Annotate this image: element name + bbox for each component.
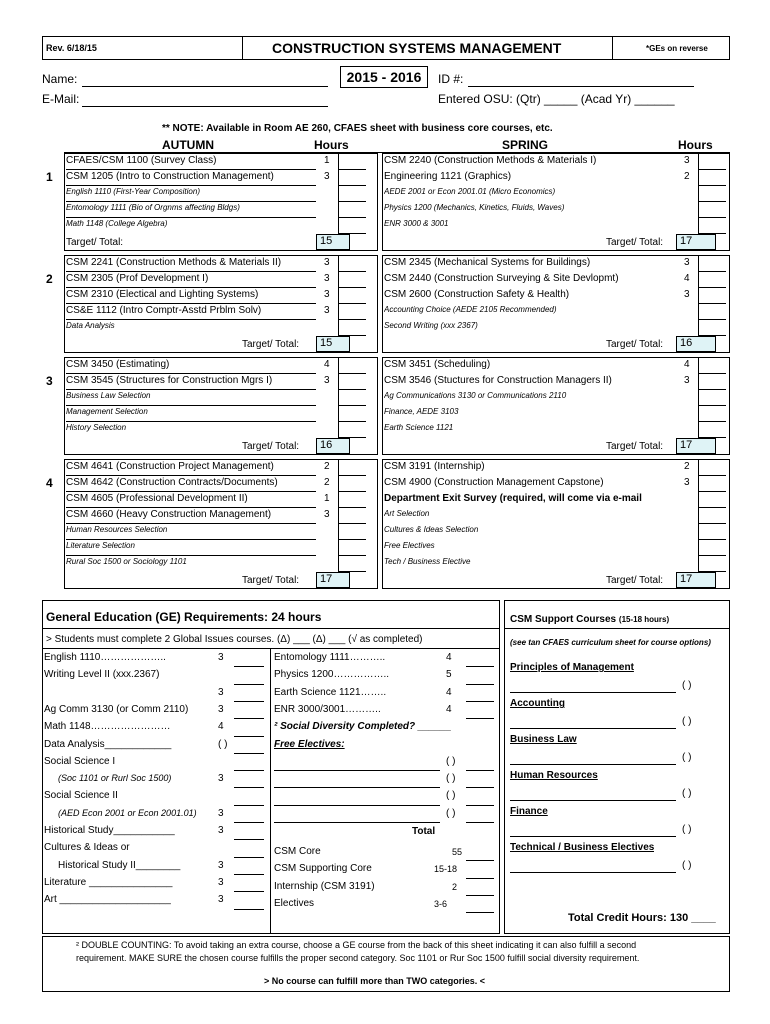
free-elective-blank[interactable] bbox=[274, 822, 440, 823]
ge-mid-item: Earth Science 1121…….. bbox=[274, 686, 387, 698]
spring-course: CSM 3546 (Stuctures for Construction Managers II) bbox=[384, 375, 612, 386]
autumn-course-hours: 3 bbox=[324, 273, 330, 284]
ge-left-item: Data Analysis____________ bbox=[44, 738, 172, 750]
spring-course: Earth Science 1121 bbox=[384, 423, 454, 432]
support-category: Human Resources bbox=[510, 770, 598, 781]
spring-course-hours: 4 bbox=[684, 273, 690, 284]
support-course-blank[interactable] bbox=[510, 836, 676, 837]
support-hours-paren: ( ) bbox=[682, 788, 692, 799]
ge-mid-hours: 4 bbox=[446, 686, 452, 698]
autumn-total-label: Target/ Total: bbox=[242, 339, 300, 350]
ge-left-item: Social Science I bbox=[44, 755, 116, 767]
free-elective-blank[interactable] bbox=[274, 805, 440, 806]
ge-hours-blank[interactable] bbox=[234, 891, 264, 892]
ge-mid-blank[interactable] bbox=[466, 822, 494, 823]
autumn-total-label: Target/ Total: bbox=[242, 575, 300, 586]
spring-total: 17 bbox=[676, 438, 716, 454]
schedule-grid bbox=[42, 137, 730, 599]
autumn-course: CSM 3545 (Structures for Construction Mgrs I) bbox=[66, 375, 273, 386]
autumn-course: CS&E 1112 (Intro Comptr-Asstd Prblm Solv) bbox=[66, 305, 262, 316]
ge-left-hours: 3 bbox=[218, 773, 224, 785]
autumn-course: CSM 1205 (Intro to Construction Management) bbox=[66, 171, 274, 182]
ge-left-hours: 4 bbox=[218, 721, 224, 733]
summary-blank[interactable] bbox=[466, 895, 494, 896]
autumn-course: CSM 2241 (Construction Methods & Materials II) bbox=[66, 257, 282, 268]
support-course-blank[interactable] bbox=[510, 728, 676, 729]
id-field[interactable] bbox=[468, 86, 694, 87]
autumn-course: CSM 3450 (Estimating) bbox=[66, 359, 170, 370]
entered-osu-label: Entered OSU: (Qtr) _____ (Acad Yr) ______ bbox=[438, 92, 675, 106]
note-text: ** NOTE: Available in Room AE 260, CFAES sheet with business core courses, etc. bbox=[162, 123, 553, 134]
autumn-course: History Selection bbox=[66, 423, 127, 432]
ge-hours-blank[interactable] bbox=[234, 753, 264, 754]
ge-hours-blank[interactable] bbox=[234, 701, 264, 702]
summary-item: CSM Supporting Core bbox=[274, 863, 372, 875]
spring-course: Finance, AEDE 3103 bbox=[384, 407, 459, 416]
autumn-course-hours: 3 bbox=[324, 171, 330, 182]
autumn-block bbox=[64, 459, 378, 589]
autumn-course: Human Resources Selection bbox=[66, 525, 168, 534]
ge-mid-hours: ( ) bbox=[446, 755, 456, 767]
autumn-total: 16 bbox=[316, 438, 350, 454]
autumn-total: 15 bbox=[316, 234, 350, 250]
autumn-total: 15 bbox=[316, 336, 350, 352]
ge-hours-blank[interactable] bbox=[234, 909, 264, 910]
ge-left-hours: 3 bbox=[218, 876, 224, 888]
support-course-blank[interactable] bbox=[510, 764, 676, 765]
autumn-course-hours: 1 bbox=[324, 493, 330, 504]
spring-course: Second Writing (xxx 2367) bbox=[384, 321, 478, 330]
autumn-course-hours: 1 bbox=[324, 155, 330, 166]
spring-course: CSM 4900 (Construction Management Capstone) bbox=[384, 477, 604, 488]
spring-block bbox=[382, 153, 730, 251]
autumn-header: AUTUMN bbox=[162, 138, 214, 152]
support-category: Technical / Business Electives bbox=[510, 842, 655, 853]
year-number: 4 bbox=[46, 476, 53, 490]
support-category: Accounting bbox=[510, 698, 565, 709]
spring-course: Physics 1200 (Mechanics, Kinetics, Fluids, Waves) bbox=[384, 203, 565, 212]
ge-mid-item: Physics 1200…………….. bbox=[274, 669, 390, 681]
ge-left-item: English 1110……………….. bbox=[44, 652, 166, 663]
ge-mid-hours: ( ) bbox=[446, 773, 456, 785]
ge-left-hours: 3 bbox=[218, 686, 224, 698]
ge-mid-blank[interactable] bbox=[466, 770, 494, 771]
spring-course: Ag Communications 3130 or Communications 2110 bbox=[384, 391, 567, 400]
ge-divider bbox=[270, 648, 271, 934]
autumn-course: Data Analysis bbox=[66, 321, 115, 330]
ge-hours-blank[interactable] bbox=[234, 857, 264, 858]
autumn-course: CSM 4660 (Heavy Construction Management) bbox=[66, 509, 272, 520]
double-counting-note: ² DOUBLE COUNTING: To avoid taking an extra course, choose a GE course from the back of this sheet indicating it can also fulfill a second bbox=[76, 940, 637, 950]
spring-total-label: Target/ Total: bbox=[606, 237, 664, 248]
autumn-course: CSM 2310 (Electical and Lighting Systems) bbox=[66, 289, 259, 300]
autumn-total-label: Target/ Total: bbox=[242, 441, 300, 452]
spring-course: Engineering 1121 (Graphics) bbox=[384, 171, 512, 182]
spring-course: ENR 3000 & 3001 bbox=[384, 219, 449, 228]
autumn-course: CFAES/CSM 1100 (Survey Class) bbox=[66, 155, 217, 166]
autumn-course: Literature Selection bbox=[66, 541, 135, 550]
ge-left-item: Ag Comm 3130 (or Comm 2110) bbox=[44, 703, 189, 715]
ge-hours-blank[interactable] bbox=[234, 684, 264, 685]
ge-left-item: Cultures & Ideas or bbox=[44, 842, 130, 854]
ge-left-item: Art ____________________ bbox=[44, 894, 171, 906]
ge-left-hours: 3 bbox=[218, 652, 224, 663]
summary-item: Electives bbox=[274, 897, 315, 909]
spring-course: CSM 3191 (Internship) bbox=[384, 461, 485, 472]
ge-mid-item: Entomology 1111……….. bbox=[274, 652, 386, 663]
ge-hours-blank[interactable] bbox=[234, 805, 264, 806]
support-hours-paren: ( ) bbox=[682, 716, 692, 727]
autumn-total-label: Target/ Total: bbox=[66, 237, 124, 248]
ge-mid-item: ² Social Diversity Completed? ______ bbox=[274, 721, 452, 733]
spring-course-hours: 3 bbox=[684, 375, 690, 386]
ge-left-item: Historical Study II________ bbox=[58, 859, 181, 871]
ge-total-label: Total bbox=[412, 826, 436, 837]
summary-hours: 3-6 bbox=[434, 898, 448, 909]
spring-total-label: Target/ Total: bbox=[606, 339, 664, 350]
name-field[interactable] bbox=[82, 86, 328, 87]
ge-mid-item: ENR 3000/3001……….. bbox=[274, 703, 381, 715]
ge-hours-blank[interactable] bbox=[234, 822, 264, 823]
ge-mid-hours: 5 bbox=[446, 669, 452, 681]
ge-left-item: Math 1148…………………… bbox=[44, 721, 171, 733]
autumn-course: CSM 4641 (Construction Project Management) bbox=[66, 461, 274, 472]
autumn-course-hours: 3 bbox=[324, 375, 330, 386]
autumn-course-hours: 2 bbox=[324, 461, 330, 472]
year-number: 1 bbox=[46, 170, 53, 184]
spring-hours-header: Hours bbox=[678, 138, 713, 152]
spring-course-hours: 3 bbox=[684, 257, 690, 268]
spring-course-hours: 2 bbox=[684, 461, 690, 472]
free-elective-blank[interactable] bbox=[274, 770, 440, 771]
spring-course: CSM 3451 (Scheduling) bbox=[384, 359, 491, 370]
spring-course: Accounting Choice (AEDE 2105 Recommended) bbox=[384, 305, 557, 314]
spring-total: 17 bbox=[676, 234, 716, 250]
autumn-course-hours: 2 bbox=[324, 477, 330, 488]
spring-block bbox=[382, 255, 730, 353]
year-number: 2 bbox=[46, 272, 53, 286]
spring-course: Tech / Business Elective bbox=[384, 557, 471, 566]
spring-header: SPRING bbox=[502, 138, 549, 152]
autumn-block bbox=[64, 357, 378, 455]
ge-mid-blank[interactable] bbox=[466, 787, 494, 788]
spring-course-hours: 3 bbox=[684, 289, 690, 300]
email-field[interactable] bbox=[82, 106, 328, 107]
ge-mid-blank[interactable] bbox=[466, 684, 494, 685]
ge-title: General Education (GE) Requirements: 24 hours bbox=[46, 610, 322, 624]
spring-total: 17 bbox=[676, 572, 716, 588]
ge-left-hours: 3 bbox=[218, 859, 224, 871]
support-course-blank[interactable] bbox=[510, 872, 676, 873]
autumn-course: CSM 4642 (Construction Contracts/Documents) bbox=[66, 477, 278, 488]
spring-course: Department Exit Survey (required, will come via e-mail bbox=[384, 493, 642, 504]
spring-course-hours: 3 bbox=[684, 155, 690, 166]
ge-left-hours: 3 bbox=[218, 703, 224, 715]
support-course-blank[interactable] bbox=[510, 800, 676, 801]
ge-hours-blank[interactable] bbox=[234, 839, 264, 840]
email-label: E-Mail: bbox=[42, 92, 80, 106]
ge-left-hours: 3 bbox=[218, 894, 224, 906]
spring-course: CSM 2600 (Construction Safety & Health) bbox=[384, 289, 570, 300]
support-hours-paren: ( ) bbox=[682, 860, 692, 871]
ge-mid-hours: 4 bbox=[446, 703, 452, 715]
ge-hours-blank[interactable] bbox=[234, 874, 264, 875]
spring-total: 16 bbox=[676, 336, 716, 352]
autumn-total: 17 bbox=[316, 572, 350, 588]
global-issues-line: > Students must complete 2 Global Issues courses. (Δ) ___ (Δ) ___ (√ as completed) bbox=[46, 634, 423, 645]
autumn-course-hours: 4 bbox=[324, 359, 330, 370]
ge-section bbox=[42, 600, 730, 934]
no-course-note: > No course can fulfill more than TWO categories. < bbox=[264, 976, 486, 986]
support-category: Finance bbox=[510, 806, 548, 817]
autumn-course-hours: 3 bbox=[324, 289, 330, 300]
autumn-course: English 1110 (First-Year Composition) bbox=[66, 187, 200, 196]
support-category: Principles of Management bbox=[510, 662, 634, 673]
autumn-course-hours: 3 bbox=[324, 257, 330, 268]
summary-hours: 15-18 bbox=[434, 864, 458, 875]
total-credit-hours: Total Credit Hours: 130 ____ bbox=[568, 912, 716, 924]
name-label: Name: bbox=[42, 72, 78, 86]
ge-hours-blank[interactable] bbox=[234, 736, 264, 737]
ge-left-item: (Soc 1101 or Rurl Soc 1500) bbox=[58, 773, 172, 784]
autumn-course: Math 1148 (College Algebra) bbox=[66, 219, 168, 228]
summary-hours: 55 bbox=[452, 847, 463, 857]
ge-left-item: (AED Econ 2001 or Econ 2001.01) bbox=[58, 807, 197, 818]
support-title-hours: (15-18 hours) bbox=[618, 615, 670, 624]
spring-course-hours: 2 bbox=[684, 171, 690, 182]
summary-blank[interactable] bbox=[466, 912, 494, 913]
autumn-block bbox=[64, 255, 378, 353]
free-elective-blank[interactable] bbox=[274, 787, 440, 788]
autumn-course: Entomology 1111 (Bio of Orgnms affecting Bldgs) bbox=[66, 203, 240, 212]
autumn-course-hours: 3 bbox=[324, 509, 330, 520]
spring-course: CSM 2240 (Construction Methods & Materials I) bbox=[384, 155, 597, 166]
summary-item: Internship (CSM 3191) bbox=[274, 880, 375, 892]
ge-left-hours: 3 bbox=[218, 825, 224, 836]
ge-mid-hours: ( ) bbox=[446, 807, 456, 819]
ge-mid-blank[interactable] bbox=[466, 666, 494, 667]
ge-mid-blank[interactable] bbox=[466, 701, 494, 702]
spring-course-hours: 4 bbox=[684, 359, 690, 370]
spring-course: Cultures & Ideas Selection bbox=[384, 525, 479, 534]
summary-hours: 2 bbox=[452, 881, 458, 892]
ge-mid-blank[interactable] bbox=[466, 805, 494, 806]
ge-hours-blank[interactable] bbox=[234, 770, 264, 771]
ge-hours-blank[interactable] bbox=[234, 666, 264, 667]
support-title bbox=[510, 614, 669, 625]
ge-left-item: Historical Study___________ bbox=[44, 825, 175, 836]
support-hours-paren: ( ) bbox=[682, 680, 692, 691]
support-title-text: CSM Support Courses bbox=[510, 614, 617, 625]
autumn-course: CSM 2305 (Prof Development I) bbox=[66, 273, 209, 284]
id-label: ID #: bbox=[438, 72, 464, 86]
spring-course: AEDE 2001 or Econ 2001.01 (Micro Economics) bbox=[384, 187, 556, 196]
summary-blank[interactable] bbox=[466, 860, 494, 861]
year-number: 3 bbox=[46, 374, 53, 388]
ge-mid-hours: 4 bbox=[446, 652, 452, 663]
support-hours-paren: ( ) bbox=[682, 824, 692, 835]
autumn-course: Business Law Selection bbox=[66, 391, 151, 400]
spring-course: Free Electives bbox=[384, 541, 435, 550]
autumn-course-hours: 3 bbox=[324, 305, 330, 316]
ge-left-hours: 3 bbox=[218, 807, 224, 819]
summary-blank[interactable] bbox=[466, 878, 494, 879]
autumn-course: Management Selection bbox=[66, 407, 148, 416]
page-title: CONSTRUCTION SYSTEMS MANAGEMENT bbox=[272, 40, 562, 56]
spring-block bbox=[382, 459, 730, 589]
ge-hours-blank[interactable] bbox=[234, 718, 264, 719]
support-category: Business Law bbox=[510, 734, 577, 745]
spring-course: CSM 2345 (Mechanical Systems for Buildings) bbox=[384, 257, 591, 268]
ge-left-hours: ( ) bbox=[218, 738, 228, 750]
support-subnote: (see tan CFAES curriculum sheet for course options) bbox=[510, 638, 711, 647]
ge-left-item: Social Science II bbox=[44, 790, 118, 802]
revision-date: Rev. 6/18/15 bbox=[46, 43, 97, 53]
spring-total-label: Target/ Total: bbox=[606, 575, 664, 586]
ge-mid-blank[interactable] bbox=[466, 718, 494, 719]
ge-left-item: Writing Level II (xxx.2367) bbox=[44, 669, 160, 681]
autumn-course: Rural Soc 1500 or Sociology 1101 bbox=[66, 557, 187, 566]
ge-mid-item: Free Electives: bbox=[274, 738, 345, 750]
ges-note: *GEs on reverse bbox=[646, 44, 708, 53]
support-hours-paren: ( ) bbox=[682, 752, 692, 763]
support-course-blank[interactable] bbox=[510, 692, 676, 693]
spring-course-hours: 3 bbox=[684, 477, 690, 488]
ge-mid-hours: ( ) bbox=[446, 790, 456, 802]
spring-block bbox=[382, 357, 730, 455]
academic-year: 2015 - 2016 bbox=[340, 66, 428, 88]
autumn-block bbox=[64, 153, 378, 251]
summary-item: CSM Core bbox=[274, 846, 321, 857]
ge-hours-blank[interactable] bbox=[234, 787, 264, 788]
autumn-hours-header: Hours bbox=[314, 138, 349, 152]
spring-course: CSM 2440 (Construction Surveying & Site Devlopmt) bbox=[384, 273, 619, 284]
autumn-course: CSM 4605 (Professional Development II) bbox=[66, 493, 248, 504]
double-counting-note-2: requirement. MAKE SURE the chosen course fulfills the proper second category. Soc 1101 or Rur Soc 1500 fulfill social diversity requirement. bbox=[76, 953, 640, 963]
spring-course: Art Selection bbox=[384, 509, 430, 518]
ge-left-item: Literature _______________ bbox=[44, 876, 173, 888]
spring-total-label: Target/ Total: bbox=[606, 441, 664, 452]
